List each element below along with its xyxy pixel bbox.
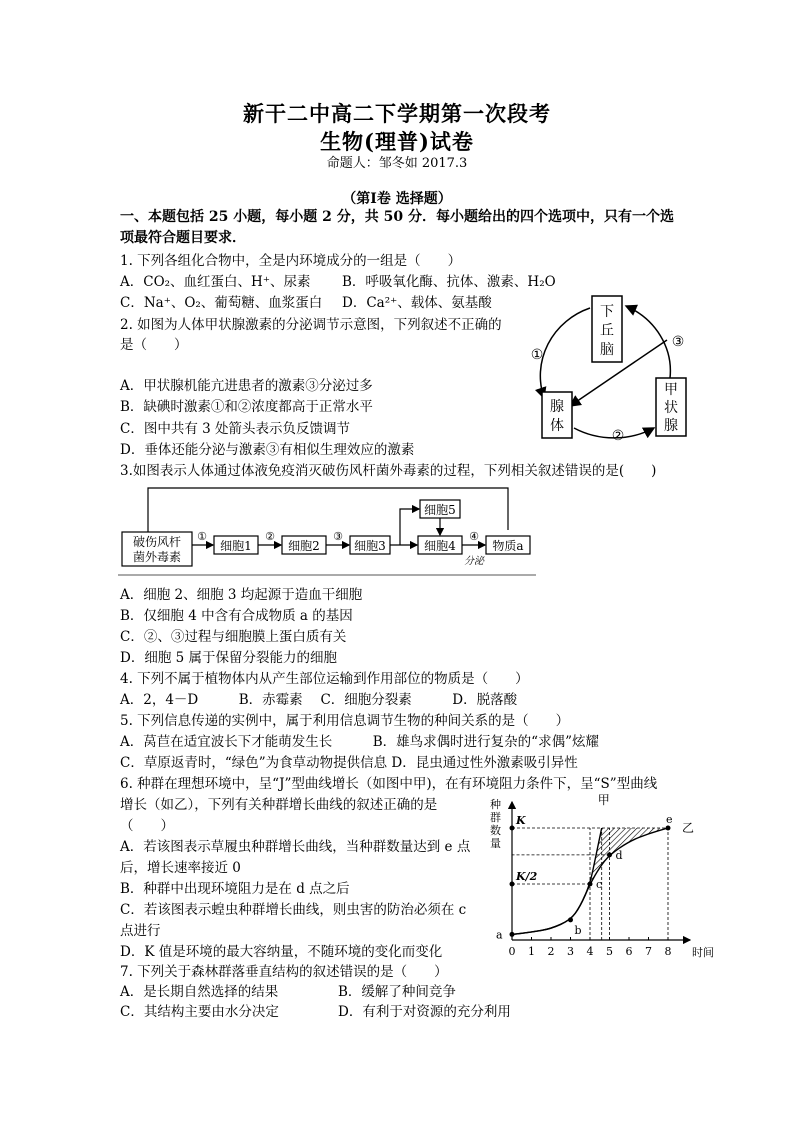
box-cell-2-label: 细胞2 [288, 539, 320, 553]
box-hypothalamus-label-2: 丘 [600, 323, 614, 339]
x-tick-label: 4 [586, 945, 594, 958]
q7-option-c: C．其结构主要由水分决定 [120, 1004, 279, 1020]
k-label: K [516, 814, 526, 827]
point-a [510, 932, 515, 937]
point-c [588, 882, 593, 887]
q7-option-d: D．有利于对资源的充分利用 [338, 1004, 511, 1020]
q6-option-d: D．K 值是环境的最大容纳量，不随环境的变化而变化 [120, 944, 443, 960]
y-axis-label-char: 群 [490, 811, 501, 824]
q6-option-a-line1: A．若该图表示草履虫种群增长曲线，当种群数量达到 e 点 [120, 839, 471, 855]
q4-stem: 4. 下列不属于植物体内从产生部位运输到作用部位的物质是（ ） [120, 671, 529, 687]
arc-hypothalamus-to-gland [540, 308, 590, 398]
q6-option-c-line2: 点进行 [120, 923, 161, 939]
q6-option-a-line2: 后，增长速率接近 0 [120, 860, 241, 876]
q5-options-ab: A．莴苣在适宜波长下才能萌发生长 B．雄鸟求偶时进行复杂的“求偶”炫耀 [120, 734, 599, 750]
label-yi: 乙 [682, 821, 695, 835]
point-b [568, 917, 573, 922]
label-step-1: ① [197, 530, 207, 543]
q2-option-a: A．甲状腺机能亢进患者的激素③分泌过多 [120, 378, 373, 394]
k-point [510, 826, 515, 831]
q6-stem-line1: 6. 种群在理想环境中，呈“J”型曲线增长（如图中甲)，在有环境阻力条件下，呈“S”型曲线 [120, 776, 658, 792]
point-label-c: c [596, 878, 603, 891]
q3-stem: 3.如图表示人体通过体液免疫消灭破伤风杆菌外毒素的过程，下列相关叙述错误的是( ) [120, 463, 657, 479]
q3-option-a: A．细胞 2、细胞 3 均起源于造血干细胞 [120, 587, 363, 603]
y-axis-label-char: 种 [490, 798, 501, 811]
x-tick-label: 3 [567, 945, 574, 958]
page-title: 新干二中高二下学期第一次段考 [243, 101, 551, 126]
q3-option-c: C．②、③过程与细胞膜上蛋白质有关 [120, 629, 347, 645]
thyroid-regulation-diagram [522, 288, 698, 456]
box-thyroid-label-1: 甲 [664, 382, 678, 398]
label-hormone-2: ② [611, 428, 625, 444]
box-substance-a-label: 物质a [492, 539, 524, 553]
k-half-label: K/2 [516, 870, 538, 883]
q6-stem-line2: 增长（如乙），下列有关种群增长曲线的叙述正确的是 [120, 797, 438, 813]
author-line: 命题人：邹冬如 2017.3 [326, 156, 468, 171]
box-gland-label-1: 腺 [550, 399, 564, 415]
box-hypothalamus-label-3: 脑 [600, 342, 614, 358]
box-thyroid-label-3: 腺 [664, 418, 678, 434]
label-step-4: ④ [469, 530, 479, 543]
point-label-e: e [666, 813, 673, 826]
q5-options-cd: C．草原返青时，“绿色”为食草动物提供信息 D．昆虫通过性外激素吸引异性 [120, 755, 578, 771]
label-jia: 甲 [597, 794, 610, 807]
q2-option-b: B．缺碘时激素①和②浓度都高于正常水平 [120, 399, 373, 415]
q1-stem: 1. 下列各组化合物中，全是内环境成分的一组是（ ） [120, 253, 462, 269]
label-secrete: 分泌 [464, 556, 484, 567]
box-cell-4-label: 细胞4 [424, 539, 456, 553]
box-thyroid-label-2: 状 [664, 400, 678, 416]
q2-option-c: C．图中共有 3 处箭头表示负反馈调节 [120, 421, 351, 437]
box-cell-5-label: 细胞5 [424, 503, 456, 517]
x-tick-label: 5 [606, 945, 613, 958]
q7-option-a: A．是长期自然选择的结果 [120, 984, 279, 1000]
page-subtitle: 生物(理普)试卷 [320, 129, 474, 154]
x-tick-label: 1 [528, 945, 535, 958]
q6-option-c-line1: C．若该图表示蝗虫种群增长曲线，则虫害的防治必须在 c [120, 902, 467, 918]
q1-option-a: A．CO₂、血红蛋白、H⁺、尿素 [120, 274, 311, 290]
point-label-b: b [574, 923, 582, 937]
box-gland-label-2: 体 [550, 418, 564, 434]
q7-option-b: B．缓解了种间竞争 [338, 984, 456, 1000]
q3-option-d: D．细胞 5 属于保留分裂能力的细胞 [120, 650, 337, 666]
q6-stem-line3: （ ） [120, 818, 174, 834]
population-growth-chart [484, 794, 716, 966]
x-tick-label: 7 [645, 945, 652, 958]
x-tick-label: 6 [625, 945, 633, 958]
x-axis-label: 时间 [692, 946, 714, 959]
hatched-region [590, 828, 668, 884]
y-axis-label-char: 数 [490, 824, 501, 837]
arrow-cell3-to-cell5 [400, 509, 419, 545]
x-tick-label: 0 [508, 945, 516, 958]
q2-stem-line1: 2. 如图为人体甲状腺激素的分泌调节示意图，下列叙述不正确的 [120, 317, 502, 333]
box-toxin-label-1: 破伤风杆 [132, 535, 182, 549]
point-d [607, 852, 612, 857]
q1-option-c: C．Na⁺、O₂、葡萄糖、血浆蛋白 [120, 295, 323, 311]
q6-option-b: B．种群中出现环境阻力是在 d 点之后 [120, 881, 350, 897]
x-tick-label: 8 [664, 945, 672, 958]
q4-options: A．2，4－D B．赤霉素 C．细胞分裂素 D．脱落酸 [120, 692, 518, 708]
section-instructions: 一、本题包括 25 小题，每小题 2 分，共 50 分．每小题给出的四个选项中，只有一个选项最符合题目要求． [120, 209, 674, 246]
immune-pathway-diagram [118, 480, 536, 578]
box-toxin-label-2: 菌外毒素 [132, 550, 182, 564]
box-cell-3-label: 细胞3 [354, 539, 386, 553]
label-hormone-3: ③ [671, 334, 685, 350]
point-e [666, 826, 671, 831]
q2-stem-line2: 是（ ） [120, 337, 188, 353]
point-label-a: a [496, 928, 503, 942]
section-heading: （第Ⅰ卷 选择题） [342, 191, 452, 207]
label-hormone-1: ① [530, 347, 544, 363]
q5-stem: 5. 下列信息传递的实例中，属于利用信息调节生物的种间关系的是（ ） [120, 713, 570, 729]
q1-option-b: B．呼吸氧化酶、抗体、激素、H₂O [342, 274, 556, 290]
q2-option-d: D．垂体还能分泌与激素③有相似生理效应的激素 [120, 442, 415, 458]
label-step-3: ③ [333, 530, 343, 543]
label-step-2: ② [265, 530, 275, 543]
box-hypothalamus-label-1: 下 [600, 304, 614, 320]
q1-option-d: D．Ca²⁺、载体、氨基酸 [342, 295, 492, 311]
y-axis-label-char: 量 [490, 837, 501, 850]
x-tick-label: 2 [547, 945, 555, 958]
q3-option-b: B．仅细胞 4 中含有合成物质 a 的基因 [120, 608, 353, 624]
box-cell-1-label: 细胞1 [220, 539, 252, 553]
k-half-point [510, 882, 515, 887]
q7-stem: 7. 下列关于森林群落垂直结构的叙述错误的是（ ） [120, 964, 448, 980]
point-label-d: d [615, 848, 623, 862]
